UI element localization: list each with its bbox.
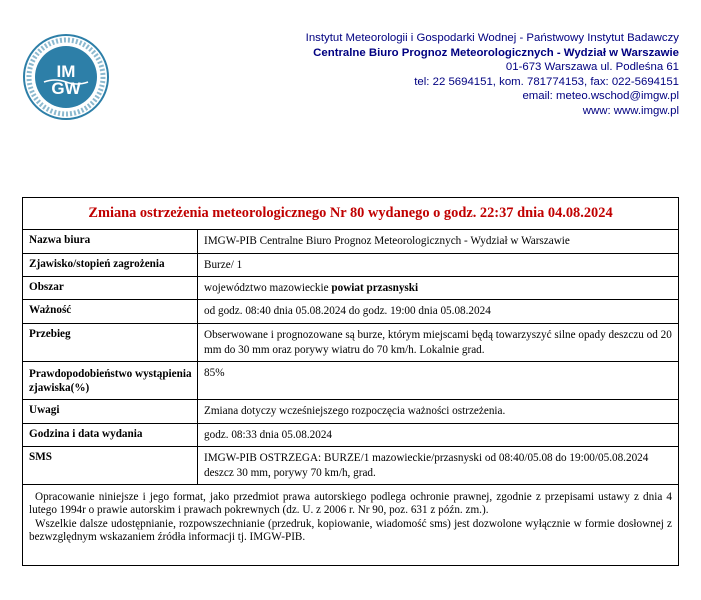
value-area-region: województwo mazowieckie [204, 282, 332, 294]
value-course: Obserwowane i prognozowane są burze, którym miejscami będą towarzyszyć silne opady deszczu od 20 mm do 30 mm oraz porywy wiatru do 70 km/h. Lokalnie grad. [204, 329, 672, 356]
label-remarks: Uwagi [23, 400, 198, 423]
logo-text-top: IM [56, 62, 76, 81]
warning-table [22, 197, 679, 566]
row-probability [23, 362, 678, 400]
value-area [198, 277, 678, 299]
email: email: meteo.wschod@imgw.pl [522, 90, 679, 103]
row-validity [23, 300, 678, 324]
label-issued: Godzina i data wydania [23, 424, 198, 446]
value-area-county: powiat przasnyski [331, 282, 419, 294]
value-validity: od godz. 08:40 dnia 05.08.2024 do godz. 19:00 dnia 05.08.2024 [204, 305, 491, 317]
value-issued: godz. 08:33 dnia 05.08.2024 [204, 429, 333, 441]
institution-name: Instytut Meteorologii i Gospodarki Wodnej - Państwowy Instytut Badawczy [305, 32, 679, 44]
imgw-logo [22, 33, 110, 121]
label-phenomenon: Zjawisko/stopień zagrożenia [23, 254, 198, 276]
institution-header [306, 31, 679, 119]
label-sms: SMS [23, 447, 198, 484]
copyright-notice [23, 485, 678, 544]
row-remarks [23, 400, 678, 424]
row-sms [23, 447, 678, 485]
value-office: IMGW-PIB Centralne Biuro Prognoz Meteorologicznych - Wydział w Warszawie [204, 235, 570, 247]
value-probability: 85% [204, 367, 225, 379]
row-issued [23, 424, 678, 447]
address: 01-673 Warszawa ul. Podleśna 61 [505, 61, 679, 74]
label-course: Przebieg [23, 324, 198, 361]
warning-title: Zmiana ostrzeżenia meteorologicznego Nr 80 wydanego o godz. 22:37 dnia 04.08.2024 [23, 198, 678, 230]
row-area [23, 277, 678, 300]
value-phenomenon: Burze/ 1 [204, 259, 243, 271]
value-remarks: Zmiana dotyczy wcześniejszego rozpoczęcia ważności ostrzeżenia. [204, 405, 506, 417]
label-office: Nazwa biura [23, 230, 198, 253]
website: www: www.imgw.pl [582, 104, 679, 117]
row-course [23, 324, 678, 362]
phone-fax: tel: 22 5694151, kom. 781774153, fax: 022-5694151 [414, 75, 679, 88]
imgw-logo-graphic [22, 33, 110, 121]
row-phenomenon [23, 254, 678, 277]
label-area: Obszar [23, 277, 198, 299]
value-sms: IMGW-PIB OSTRZEGA: BURZE/1 mazowieckie/przasnyski od 08:40/05.08 do 19:00/05.08.2024 deszcz 30 mm, porywy 70 km/h, grad. [204, 452, 649, 479]
copyright-paragraph: Opracowanie niniejsze i jego format, jako przedmiot prawa autorskiego podlega ochronie prawnej, zgodnie z przepisami ustawy z dnia 4 lutego 1994r o prawie autorskim i prawach pokrewnych (dz. U. z 2006 r. Nr 90, poz. 631 z późn. zm.). [29, 491, 672, 517]
row-office [23, 230, 678, 254]
label-validity: Ważność [23, 300, 198, 323]
label-probability: Prawdopodobieństwo wystąpienia zjawiska(%) [23, 362, 198, 399]
distribution-paragraph: Wszelkie dalsze udostępnianie, rozpowszechnianie (przedruk, kopiowanie, wiadomość sms) jest dozwolone wyłącznie w formie dosłownej z bezwzględnym wskazaniem źródła informacji tj. IMGW-PIB. [29, 517, 672, 543]
logo-text-bottom: GW [51, 79, 81, 98]
department-name: Centralne Biuro Prognoz Meteorologicznych - Wydział w Warszawie [313, 46, 679, 59]
